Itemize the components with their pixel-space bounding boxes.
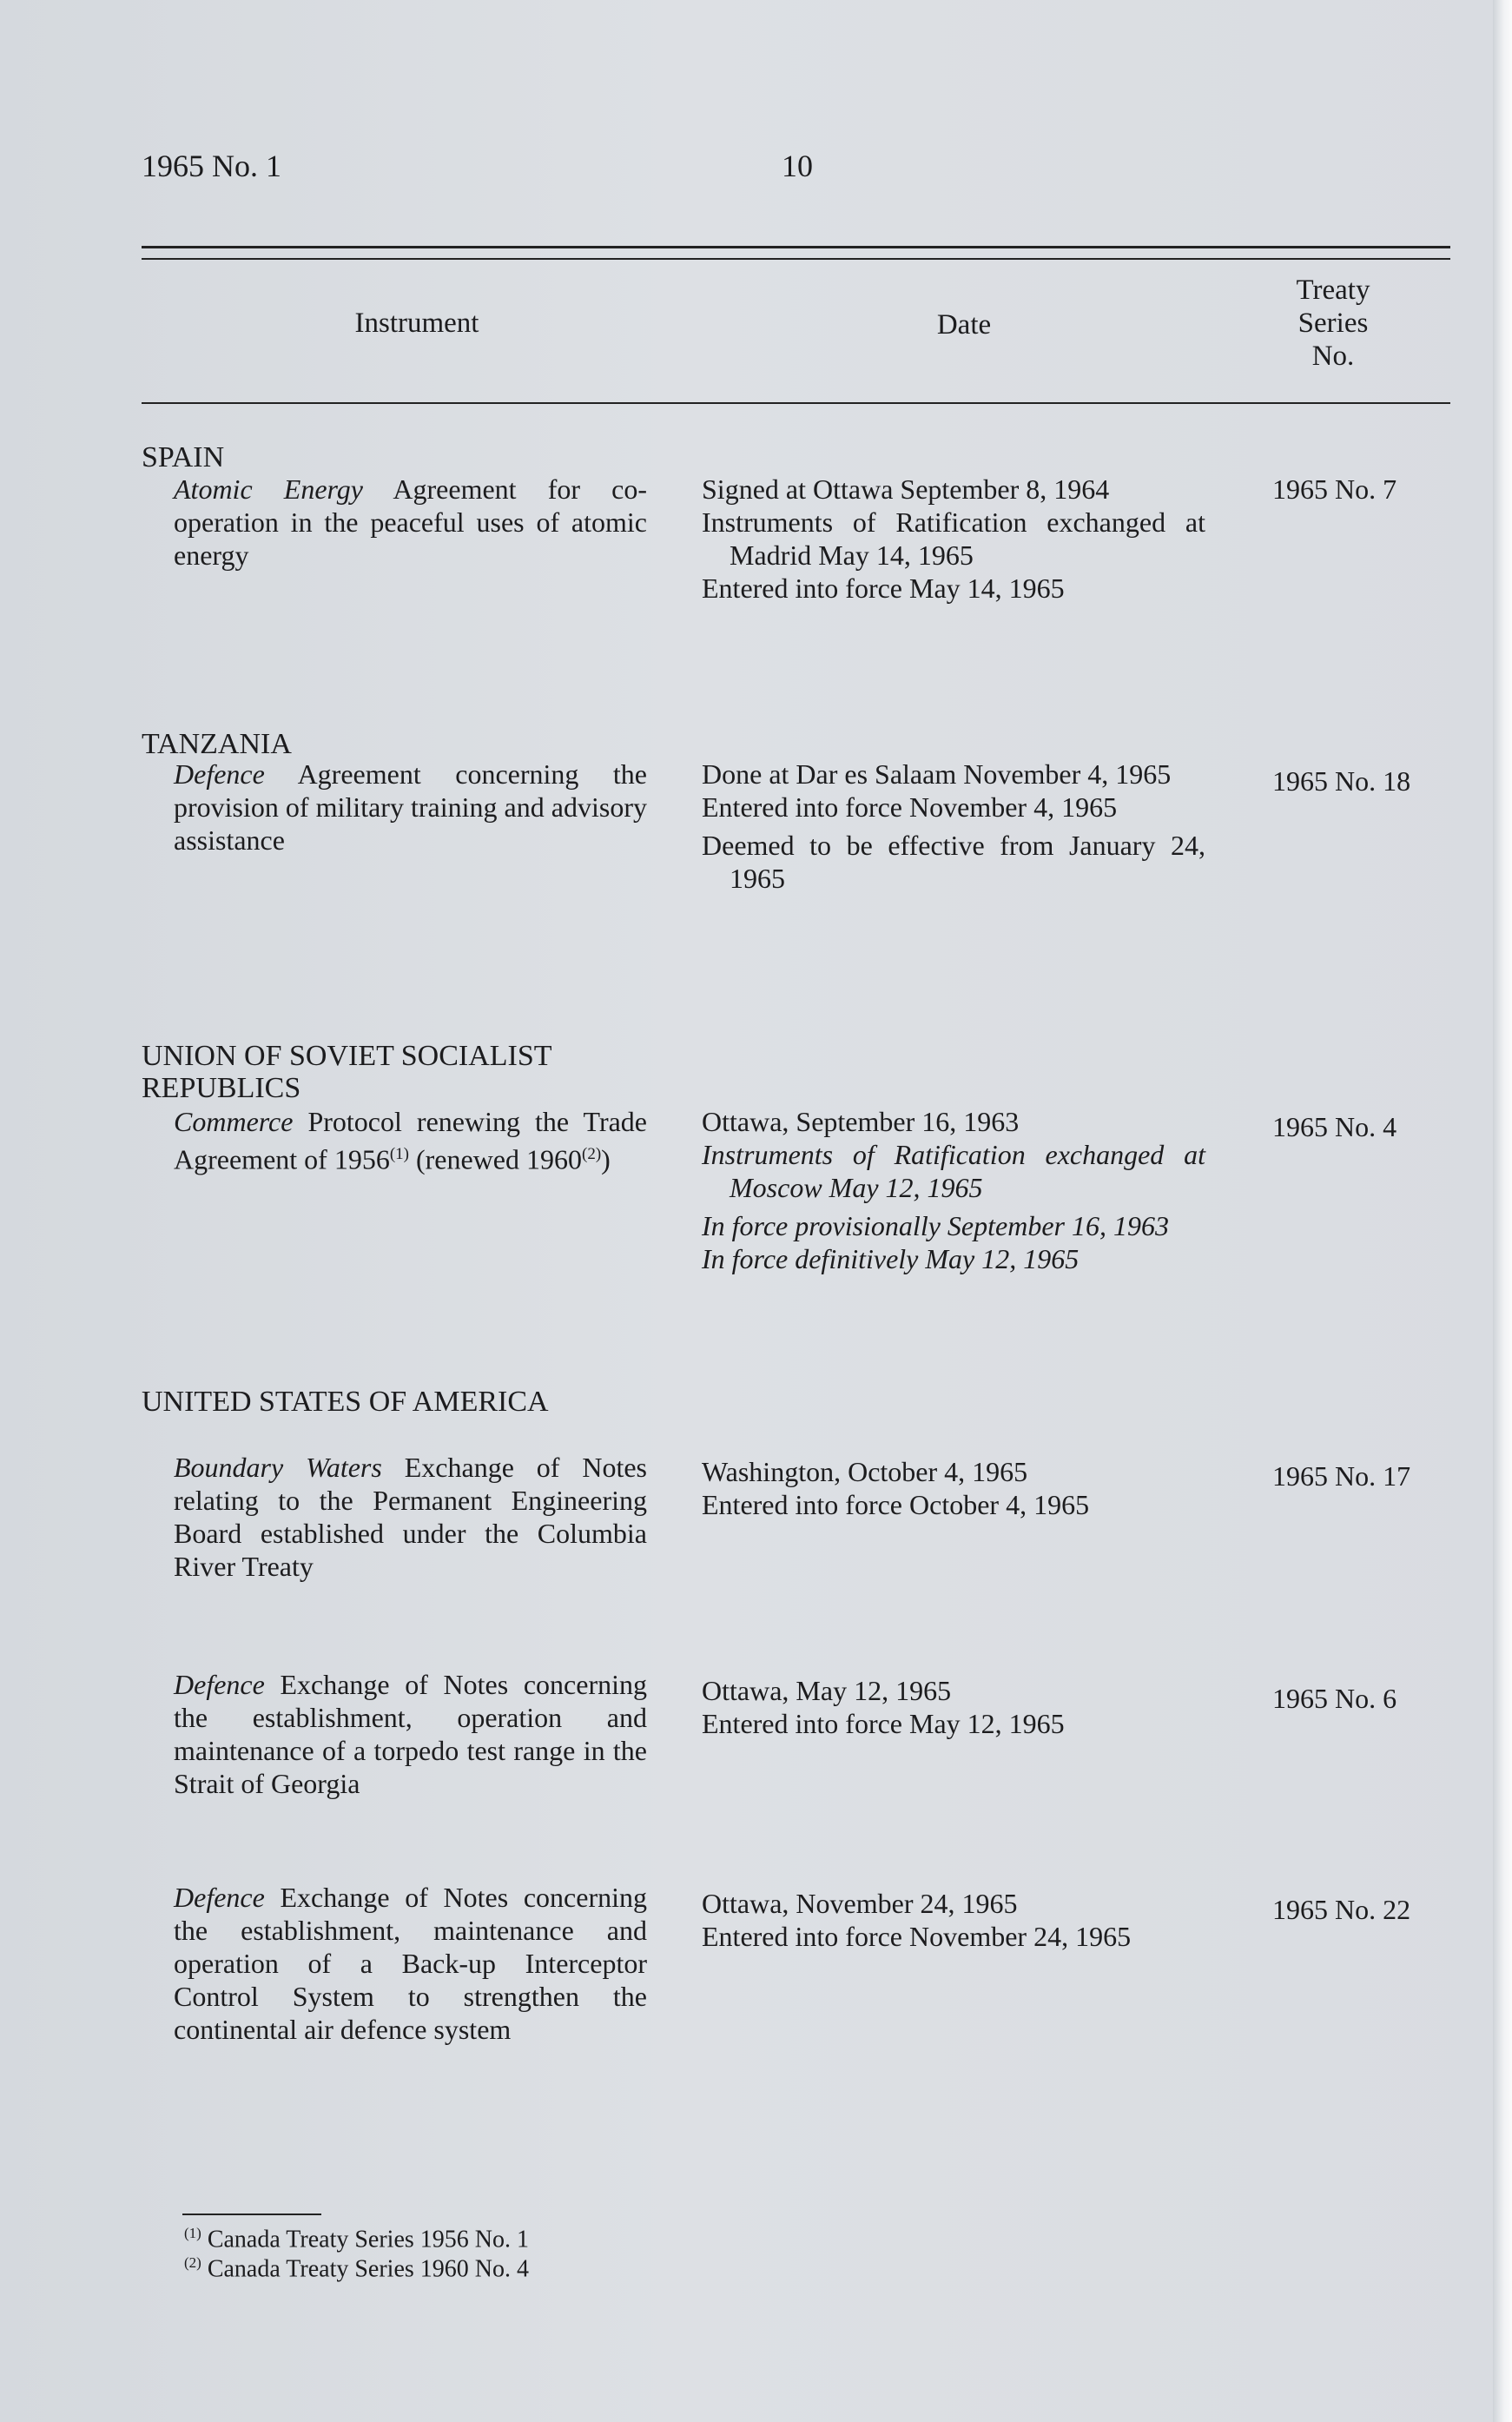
instrument-entry	[174, 473, 647, 572]
date-entry	[702, 758, 1205, 895]
top-rule-double	[142, 258, 1450, 260]
column-header-instrument: Instrument	[354, 308, 479, 339]
running-header: 1965 No. 1	[142, 149, 281, 183]
instrument-description: Protocol renewing the Trade Agreement of 1956	[174, 1106, 647, 1175]
date-entry	[702, 1887, 1205, 1953]
treaty-series-number: 1965 No. 18	[1272, 765, 1411, 797]
header-rule	[142, 402, 1450, 404]
treaty-series-number: 1965 No. 22	[1272, 1894, 1411, 1925]
date-line: Entered into force May 14, 1965	[702, 572, 1065, 604]
treaty-series-number: 1965 No. 17	[1272, 1460, 1411, 1492]
treaty-series-number: 1965 No. 4	[1272, 1111, 1397, 1142]
instrument-subject: Atomic Energy	[174, 473, 364, 505]
country-heading: TANZANIA	[142, 728, 292, 760]
instrument-entry	[174, 758, 647, 857]
date-line: Instruments of Ratification exchanged at Moscow May 12, 1965	[702, 1139, 1205, 1203]
country-heading: SPAIN	[142, 441, 225, 473]
instrument-description: Agreement for co-operation in the peaceful uses of atomic energy	[174, 473, 648, 571]
instrument-subject: Defence	[174, 1669, 265, 1700]
date-line: Entered into force November 24, 1965	[702, 1921, 1132, 1952]
date-line: In force definitively May 12, 1965	[702, 1243, 1080, 1274]
instrument-description: Exchange of Notes concerning the establishment, operation and maintenance of a torpedo test range in the Strait of Georgia	[174, 1669, 647, 1799]
footnote-text: Canada Treaty Series 1960 No. 4	[207, 2255, 530, 2283]
footnote-text: Canada Treaty Series 1956 No. 1	[207, 2226, 530, 2253]
treaty-series-number: 1965 No. 6	[1272, 1683, 1397, 1714]
footnote-mark: (1)	[184, 2225, 201, 2241]
instrument-entry	[174, 1668, 647, 1800]
date-entry	[702, 1674, 1205, 1740]
instrument-subject: Commerce	[174, 1106, 294, 1137]
treaty-series-number: 1965 No. 7	[1272, 473, 1397, 505]
top-rule	[142, 246, 1450, 248]
footnote-rule	[182, 2214, 321, 2215]
page-number: 10	[782, 149, 813, 183]
footnote-ref: (2)	[582, 1145, 602, 1163]
date-line: Entered into force November 4, 1965	[702, 791, 1118, 823]
instrument-description: Exchange of Notes concerning the establishment, maintenance and operation of a Back-up Interceptor Control System to strengthen the continental air defence system	[174, 1882, 647, 2045]
date-line: In force provisionally September 16, 1963	[702, 1210, 1169, 1241]
instrument-subject: Defence	[174, 1882, 265, 1913]
instrument-entry	[174, 1881, 647, 2046]
date-line: Done at Dar es Salaam November 4, 1965	[702, 758, 1172, 790]
footnote-mark: (2)	[184, 2254, 201, 2271]
footnote-ref: (1)	[389, 1145, 409, 1163]
date-line: Washington, October 4, 1965	[702, 1456, 1028, 1487]
country-heading: UNITED STATES OF AMERICA	[142, 1386, 549, 1418]
date-line: Entered into force May 12, 1965	[702, 1708, 1065, 1739]
instrument-description: Agreement concerning the provision of military training and advisory assistance	[174, 758, 647, 856]
instrument-entry	[174, 1451, 647, 1583]
date-line: Ottawa, September 16, 1963	[702, 1106, 1020, 1137]
date-line: Ottawa, November 24, 1965	[702, 1888, 1018, 1919]
country-heading: UNION OF SOVIET SOCIALIST REPUBLICS	[142, 1040, 551, 1104]
date-line: Instruments of Ratification exchanged at Madrid May 14, 1965	[702, 506, 1205, 571]
instrument-subject: Boundary Waters	[174, 1452, 382, 1483]
date-line: Deemed to be effective from January 24, 1965	[702, 830, 1205, 894]
footnote	[184, 2248, 529, 2284]
instrument-description-tail: (renewed 1960	[415, 1143, 582, 1175]
date-entry	[702, 473, 1205, 605]
instrument-entry	[174, 1105, 647, 1176]
date-line: Entered into force October 4, 1965	[702, 1489, 1090, 1520]
column-header-date: Date	[936, 309, 992, 341]
date-entry	[702, 1105, 1205, 1275]
date-line: Ottawa, May 12, 1965	[702, 1675, 952, 1706]
column-header-treaty-series: Treaty Series No.	[1296, 275, 1370, 372]
page-edge	[1493, 0, 1512, 2422]
instrument-description: Exchange of Notes relating to the Permanent Engineering Board established under the Columbia River Treaty	[174, 1452, 648, 1582]
date-entry	[702, 1455, 1205, 1521]
date-line: Signed at Ottawa September 8, 1964	[702, 473, 1110, 505]
instrument-subject: Defence	[174, 758, 265, 790]
closing-paren: )	[601, 1143, 611, 1175]
